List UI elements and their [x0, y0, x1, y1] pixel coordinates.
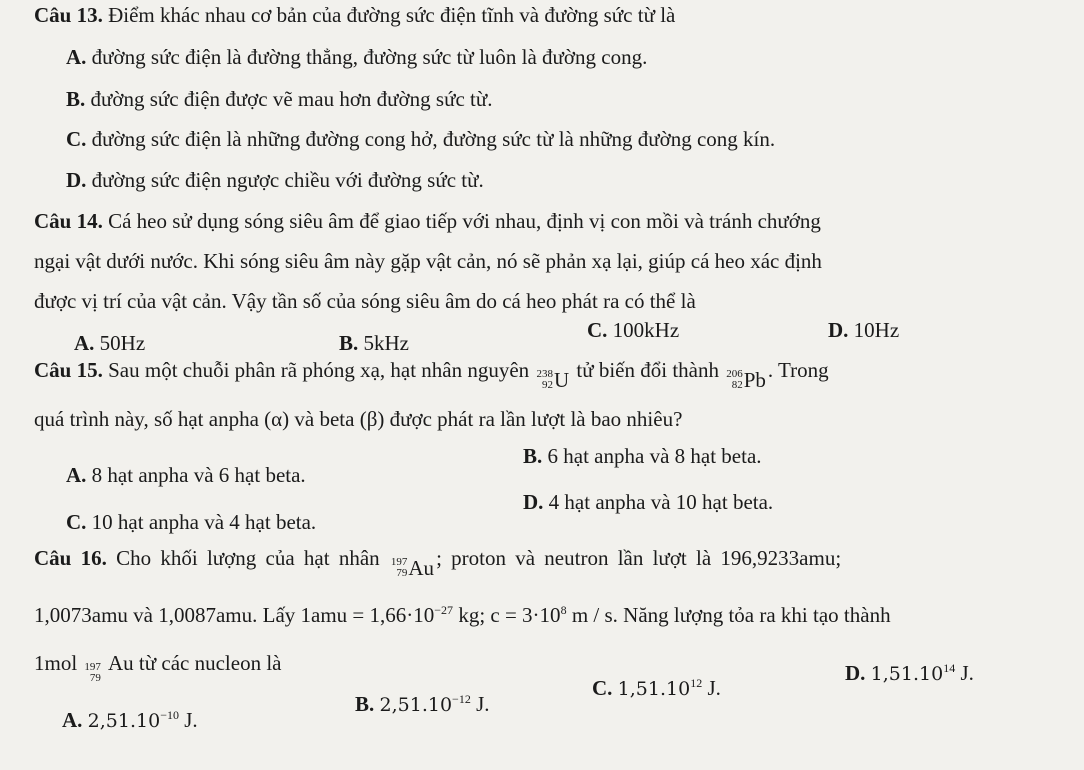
uranium-nuclide: 238 92 U [536, 368, 570, 392]
q16-option-b[interactable]: B. $2,51.10^{-12}$ J. [355, 692, 490, 716]
q13-number: Câu 13. [34, 3, 103, 27]
q16-line1: Câu 16. Cho khối lượng của hạt nhân 197 79 Au ; proton và neutron lần lượt là 196,9233amu; [34, 546, 842, 580]
q15-line2: quá trình này, số hạt anpha (α) và beta (β) được phát ra lần lượt là bao nhiêu? [34, 407, 683, 431]
q14-option-a[interactable]: A. 50Hz [74, 331, 146, 355]
q16-option-a[interactable]: A. $2,51.10^{-10}$ J. [62, 708, 198, 732]
q13-text: Điểm khác nhau cơ bản của đường sức điện tĩnh và đường sức từ là [108, 3, 676, 27]
q14-number: Câu 14. [34, 209, 103, 233]
q16-option-d[interactable]: D. 1,51.10$^{14}$ J. [845, 661, 974, 685]
q15-option-c[interactable]: C. 10 hạt anpha và 4 hạt beta. [66, 510, 317, 534]
q13-option-a[interactable]: A. đường sức điện là đường thẳng, đường sức từ luôn là đường cong. [66, 45, 648, 69]
lead-nuclide: 206 82 Pb [726, 368, 766, 392]
q14-line2: ngại vật dưới nước. Khi sóng siêu âm này gặp vật cản, nó sẽ phản xạ lại, giúp cá heo xác định [34, 249, 822, 273]
q14-option-d[interactable]: D. 10Hz [828, 318, 900, 342]
q13-stem [34, 2, 675, 28]
q13-option-b[interactable]: B. đường sức điện được vẽ mau hơn đường sức từ. [66, 87, 493, 111]
q15-line1: Câu 15. Sau một chuỗi phân rã phóng xạ, hạt nhân nguyên 238 92 U tử biến đổi thành 206 82 Pb . Trong [34, 358, 829, 392]
q15-option-b[interactable]: B. 6 hạt anpha và 8 hạt beta. [523, 444, 762, 468]
q15-option-a[interactable]: A. 8 hạt anpha và 6 hạt beta. [66, 463, 306, 487]
q16-line2: 1,0073amu và 1,0087amu. Lấy $1amu = 1,66\cdot 10^{-27}$ kg; $c = 3\cdot 10^8$ m / s. Năng lượng tỏa ra khi tạo thành [34, 603, 891, 627]
q13-option-d[interactable]: D. đường sức điện ngược chiều với đường sức từ. [66, 168, 484, 192]
q14-line3: được vị trí của vật cản. Vậy tần số của sóng siêu âm do cá heo phát ra có thể là [34, 289, 696, 313]
q16-number: Câu 16. [34, 546, 107, 570]
q14-line1: Câu 14. Cá heo sử dụng sóng siêu âm để giao tiếp với nhau, định vị con mồi và tránh chướng [34, 209, 821, 233]
q16-option-c[interactable]: C. 1,51.10$^{12}$ J. [592, 676, 721, 700]
q15-option-d[interactable]: D. 4 hạt anpha và 10 hạt beta. [523, 490, 774, 514]
q15-number: Câu 15. [34, 358, 103, 382]
gold-nuclide: 197 79 Au [390, 556, 435, 580]
q16-line3: 1mol 197 79 Au từ các nucleon là [34, 651, 282, 684]
q13-option-c[interactable]: C. đường sức điện là những đường cong hở, đường sức từ là những đường cong kín. [66, 127, 776, 151]
gold-nuclide-2: 197 79 [84, 661, 101, 684]
q14-option-b[interactable]: B. 5kHz [339, 331, 410, 355]
q14-option-c[interactable]: C. 100kHz [587, 318, 680, 342]
